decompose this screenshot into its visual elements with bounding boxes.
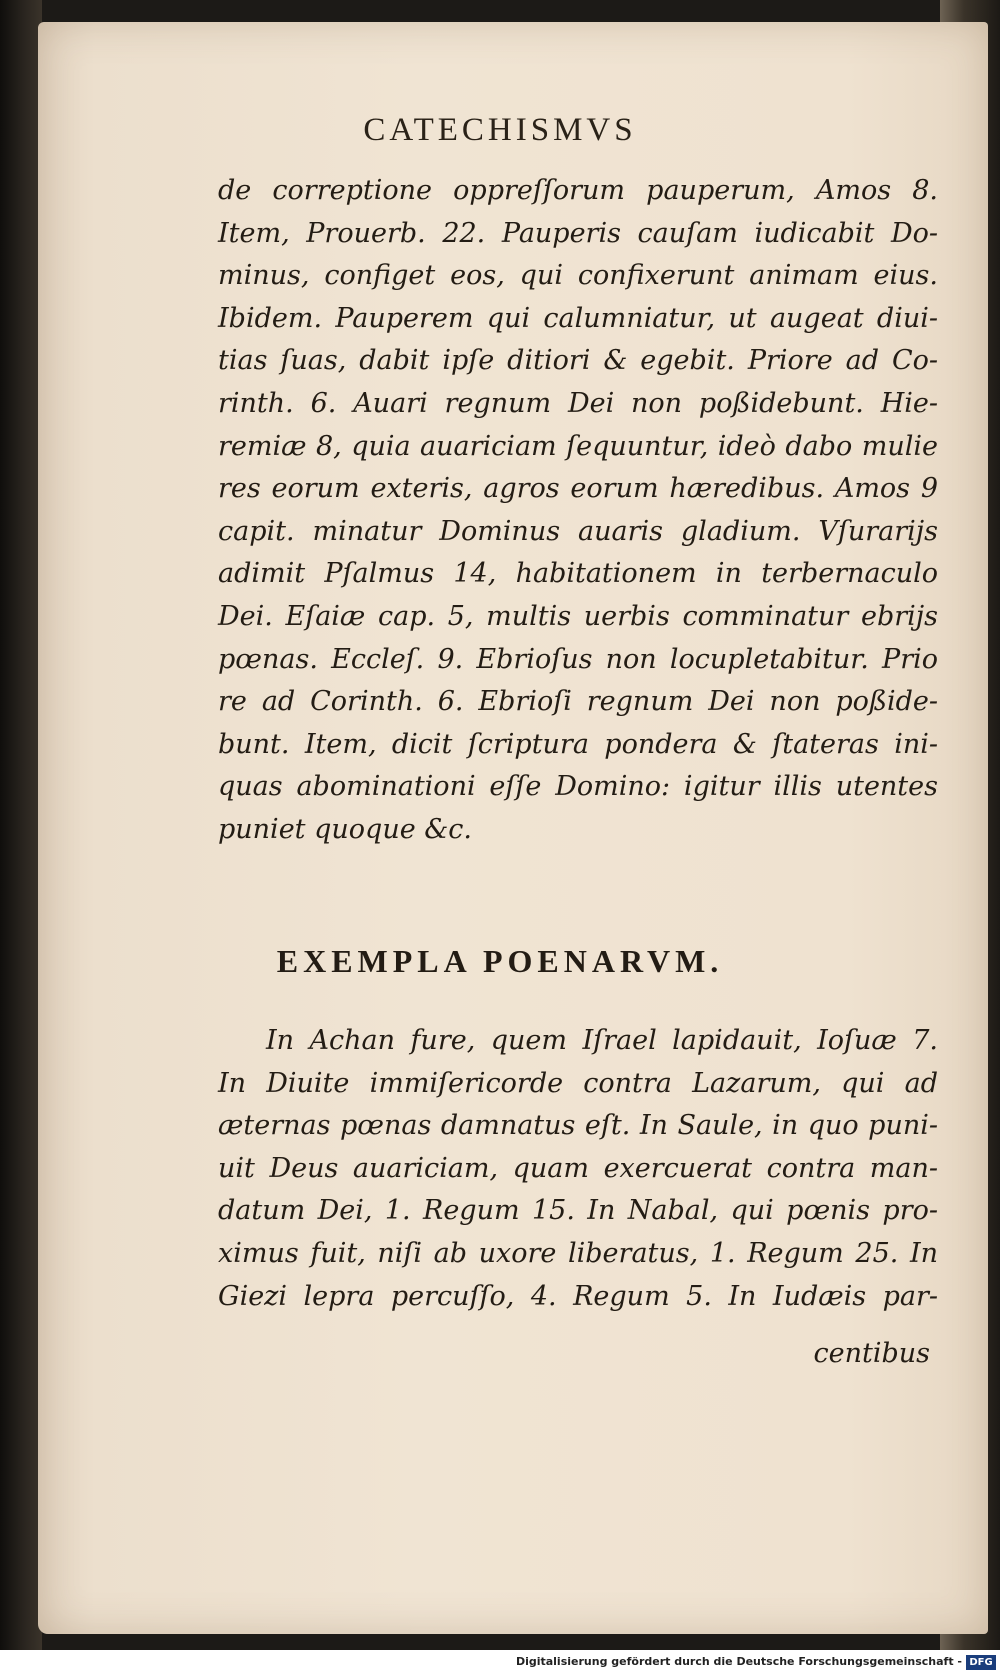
text-line: res eorum exteris, agros eorum hæredibus. Amos 9	[218, 473, 938, 505]
text-line: ximus fuit, niſi ab uxore liberatus, 1. Regum 25. In	[218, 1237, 938, 1269]
text-line: capit. minatur Dominus auaris gladium. Vſurarijs	[218, 515, 938, 547]
digitization-footer	[0, 1652, 1000, 1676]
text-line: puniet quoque &c.	[218, 813, 473, 845]
section-heading: EXEMPLA POENARVM.	[276, 943, 724, 979]
paragraph-2	[218, 1020, 938, 1318]
text-line: minus, configet eos, qui confixerunt animam eius.	[218, 260, 938, 292]
text-line: pœnas. Eccleſ. 9. Ebrioſus non locupletabitur. Prio	[218, 643, 938, 675]
text-line: re ad Corinth. 6. Ebrioſi regnum Dei non poßide-	[218, 686, 938, 718]
running-head: CATECHISMVS	[363, 112, 637, 148]
text-line: rinth. 6. Auari regnum Dei non poßidebunt. Hie-	[218, 387, 938, 419]
text-line: tias ſuas, dabit ipſe ditiori & egebit. Priore ad Co-	[218, 345, 938, 377]
text-line: æternas pœnas damnatus eſt. In Saule, in quo puni-	[218, 1110, 938, 1142]
text-line: de correptione oppreſſorum pauperum, Amos 8.	[218, 175, 938, 206]
text-line: Giezi lepra percuſſo, 4. Regum 5. In Iudæis par-	[218, 1280, 938, 1312]
text-line: bunt. Item, dicit ſcriptura pondera & ſtateras ini-	[218, 728, 938, 760]
footer-credit-text: Digitalisierung gefördert durch die Deutsche Forschungsgemeinschaft -	[515, 1655, 962, 1668]
text-line: Ibidem. Pauperem qui calumniatur, ut augeat diui-	[218, 302, 938, 334]
text-line: datum Dei, 1. Regum 15. In Nabal, qui pœnis pro-	[218, 1195, 938, 1227]
text-line: Item, Prouerb. 22. Pauperis cauſam iudicabit Do-	[218, 217, 938, 249]
text-line: In Diuite immiſericorde contra Lazarum, qui ad	[218, 1067, 938, 1099]
text-line: In Achan fure, quem Iſrael lapidauit, Ioſuæ 7.	[266, 1025, 938, 1056]
text-line: remiæ 8, quia auariciam ſequuntur, ideò dabo mulie	[218, 430, 938, 462]
paragraph-1	[218, 170, 938, 852]
book-spine	[0, 0, 42, 1650]
catchword: centibus	[813, 1338, 930, 1369]
dfg-logo: DFG	[966, 1655, 996, 1670]
text-line: quas abominationi eſſe Domino: igitur illis utentes	[218, 771, 938, 803]
text-line: uit Deus auariciam, quam exercuerat contra man-	[218, 1152, 938, 1184]
text-line: Dei. Eſaiæ cap. 5, multis uerbis comminatur ebrijs	[218, 600, 938, 632]
text-line: adimit Pſalmus 14, habitationem in terbernaculo	[218, 558, 938, 590]
